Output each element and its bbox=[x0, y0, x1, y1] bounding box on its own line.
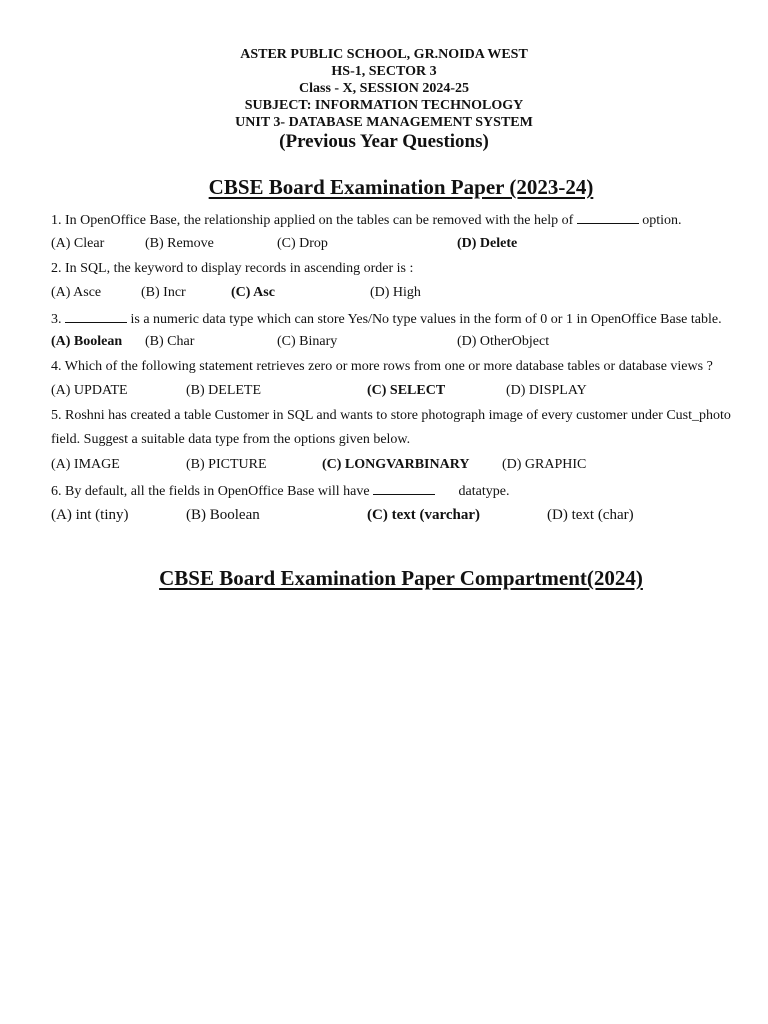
question-3 bbox=[51, 310, 722, 328]
option: (A) int (tiny) bbox=[51, 507, 129, 523]
option-correct: (C) Asc bbox=[231, 285, 275, 300]
question-1 bbox=[51, 211, 682, 229]
question-text: 3. bbox=[51, 312, 62, 327]
question-text: option. bbox=[642, 213, 682, 228]
option: (B) Remove bbox=[145, 236, 214, 251]
option: (B) Incr bbox=[141, 285, 186, 300]
option: (A) Clear bbox=[51, 236, 105, 251]
option-correct: (C) LONGVARBINARY bbox=[322, 457, 470, 472]
option: (B) PICTURE bbox=[186, 457, 267, 472]
question-5: 5. Roshni has created a table Customer in SQL and wants to store photograph image of every customer under Cust_photo bbox=[51, 408, 731, 423]
option: (D) DISPLAY bbox=[506, 383, 587, 398]
question-5-continued: field. Suggest a suitable data type from the options given below. bbox=[51, 432, 411, 447]
option: (A) IMAGE bbox=[51, 457, 120, 472]
option: (A) Asce bbox=[51, 285, 102, 300]
option: (B) DELETE bbox=[186, 383, 262, 398]
question-2: 2. In SQL, the keyword to display records in ascending order is : bbox=[51, 261, 414, 276]
school-name: ASTER PUBLIC SCHOOL, GR.NOIDA WEST bbox=[240, 47, 528, 62]
question-text: 1. In OpenOffice Base, the relationship applied on the tables can be removed with the help of bbox=[51, 213, 574, 228]
section-title-2023-24: CBSE Board Examination Paper (2023-24) bbox=[208, 175, 594, 199]
option: (C) Drop bbox=[277, 236, 328, 251]
option: (B) Char bbox=[145, 334, 195, 349]
class-session: Class - X, SESSION 2024-25 bbox=[299, 81, 469, 96]
school-address: HS-1, SECTOR 3 bbox=[331, 64, 437, 79]
document-header bbox=[0, 46, 768, 153]
option-correct: (C) text (varchar) bbox=[367, 507, 481, 523]
option-correct: (A) Boolean bbox=[51, 334, 123, 349]
option: (D) GRAPHIC bbox=[502, 457, 587, 472]
unit-line: UNIT 3- DATABASE MANAGEMENT SYSTEM bbox=[235, 115, 533, 130]
question-text: 6. By default, all the fields in OpenOffice Base will have bbox=[51, 484, 370, 499]
section-title-compartment-2024: CBSE Board Examination Paper Compartment(2024) bbox=[159, 566, 643, 590]
option-correct: (C) SELECT bbox=[367, 383, 446, 398]
option: (D) OtherObject bbox=[457, 334, 550, 349]
question-4: 4. Which of the following statement retrieves zero or more rows from one or more database tables or database views ? bbox=[51, 359, 713, 374]
subject-line: SUBJECT: INFORMATION TECHNOLOGY bbox=[244, 98, 524, 113]
answer-blank bbox=[577, 211, 639, 224]
option: (A) UPDATE bbox=[51, 383, 128, 398]
option: (B) Boolean bbox=[186, 507, 260, 523]
option: (C) Binary bbox=[277, 334, 338, 349]
question-text: is a numeric data type which can store Yes/No type values in the form of 0 or 1 in OpenOffice Base table. bbox=[130, 312, 722, 327]
option: (D) High bbox=[370, 285, 421, 300]
question-text: datatype. bbox=[458, 484, 510, 499]
answer-blank bbox=[373, 482, 435, 495]
option: (D) text (char) bbox=[547, 507, 634, 523]
question-6 bbox=[51, 482, 509, 500]
doc-subtitle: (Previous Year Questions) bbox=[279, 131, 489, 152]
option-correct: (D) Delete bbox=[457, 236, 518, 251]
answer-blank bbox=[65, 310, 127, 323]
